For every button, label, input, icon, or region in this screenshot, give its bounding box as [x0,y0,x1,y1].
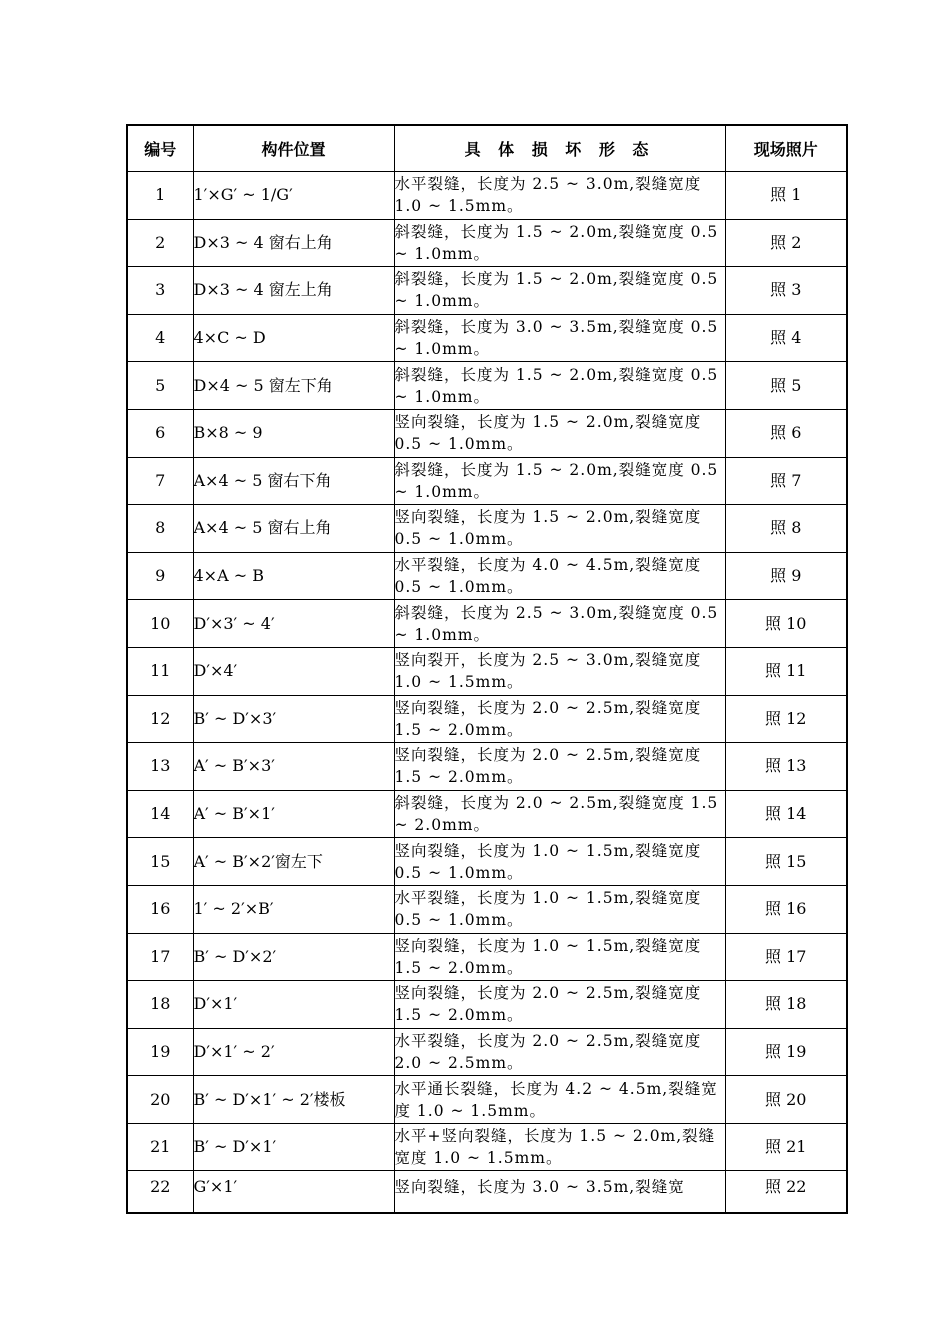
table-body [127,172,847,1214]
row-description: 斜裂缝，长度为 1.5 ~ 2.0m,裂缝宽度 0.5 ~ 1.0mm。 [394,362,725,410]
table-row [127,838,847,886]
table-row [127,933,847,981]
header-no: 编号 [127,125,193,172]
row-no: 22 [127,1171,193,1214]
row-position: D′×4′ [193,647,394,695]
row-no: 9 [127,552,193,600]
row-description: 水平+竖向裂缝，长度为 1.5 ~ 2.0m,裂缝宽度 1.0 ~ 1.5mm。 [394,1123,725,1171]
row-photo: 照 7 [725,457,847,505]
row-no: 10 [127,600,193,648]
row-no: 19 [127,1028,193,1076]
row-description: 水平通长裂缝，长度为 4.2 ~ 4.5m,裂缝宽度 1.0 ~ 1.5mm。 [394,1076,725,1124]
row-photo: 照 13 [725,743,847,791]
row-position: A′ ~ B′×2′窗左下 [193,838,394,886]
row-photo: 照 8 [725,505,847,553]
header-row [127,125,847,172]
table-row [127,505,847,553]
row-position: 4×C ~ D [193,314,394,362]
row-position: D×3 ~ 4 窗右上角 [193,219,394,267]
row-position: 4×A ~ B [193,552,394,600]
row-position: 1′×G′ ~ 1/G′ [193,172,394,220]
table-row [127,647,847,695]
row-no: 13 [127,743,193,791]
table-row [127,695,847,743]
row-no: 6 [127,409,193,457]
row-photo: 照 17 [725,933,847,981]
row-no: 7 [127,457,193,505]
row-description: 水平裂缝，长度为 2.5 ~ 3.0m,裂缝宽度 1.0 ~ 1.5mm。 [394,172,725,220]
row-position: B′ ~ D′×1′ [193,1123,394,1171]
row-photo: 照 9 [725,552,847,600]
row-position: A′ ~ B′×1′ [193,790,394,838]
row-description: 竖向裂缝，长度为 2.0 ~ 2.5m,裂缝宽度 1.5 ~ 2.0mm。 [394,743,725,791]
table-row [127,409,847,457]
row-description: 水平裂缝，长度为 2.0 ~ 2.5m,裂缝宽度 2.0 ~ 2.5mm。 [394,1028,725,1076]
row-photo: 照 19 [725,1028,847,1076]
row-position: B′ ~ D′×1′ ~ 2′楼板 [193,1076,394,1124]
table-row [127,981,847,1029]
row-description: 竖向裂缝，长度为 2.0 ~ 2.5m,裂缝宽度 1.5 ~ 2.0mm。 [394,981,725,1029]
row-photo: 照 6 [725,409,847,457]
row-no: 14 [127,790,193,838]
row-no: 4 [127,314,193,362]
table-row [127,219,847,267]
table-row [127,885,847,933]
row-position: B′ ~ D′×2′ [193,933,394,981]
row-no: 18 [127,981,193,1029]
row-position: D×3 ~ 4 窗左上角 [193,267,394,315]
table-row [127,457,847,505]
header-position: 构件位置 [193,125,394,172]
row-photo: 照 1 [725,172,847,220]
row-description: 竖向裂缝，长度为 1.5 ~ 2.0m,裂缝宽度 0.5 ~ 1.0mm。 [394,409,725,457]
table-row [127,1123,847,1171]
row-description: 斜裂缝，长度为 1.5 ~ 2.0m,裂缝宽度 0.5 ~ 1.0mm。 [394,267,725,315]
table-header [127,125,847,172]
row-position: D′×1′ [193,981,394,1029]
table-row [127,267,847,315]
row-position: D×4 ~ 5 窗左下角 [193,362,394,410]
table-row [127,743,847,791]
table-row [127,362,847,410]
row-no: 1 [127,172,193,220]
row-position: A×4 ~ 5 窗右下角 [193,457,394,505]
row-photo: 照 4 [725,314,847,362]
row-photo: 照 21 [725,1123,847,1171]
row-position: B×8 ~ 9 [193,409,394,457]
row-photo: 照 3 [725,267,847,315]
damage-table [126,124,848,1214]
row-description: 斜裂缝，长度为 1.5 ~ 2.0m,裂缝宽度 0.5 ~ 1.0mm。 [394,457,725,505]
header-description: 具 体 损 坏 形 态 [394,125,725,172]
row-description: 竖向裂缝，长度为 1.5 ~ 2.0m,裂缝宽度 0.5 ~ 1.0mm。 [394,505,725,553]
row-photo: 照 5 [725,362,847,410]
row-no: 3 [127,267,193,315]
row-position: B′ ~ D′×3′ [193,695,394,743]
row-position: G′×1′ [193,1171,394,1214]
row-photo: 照 15 [725,838,847,886]
row-description: 竖向裂缝，长度为 1.0 ~ 1.5m,裂缝宽度 0.5 ~ 1.0mm。 [394,838,725,886]
header-photo: 现场照片 [725,125,847,172]
row-photo: 照 14 [725,790,847,838]
row-photo: 照 16 [725,885,847,933]
row-no: 8 [127,505,193,553]
row-description: 水平裂缝，长度为 1.0 ~ 1.5m,裂缝宽度 0.5 ~ 1.0mm。 [394,885,725,933]
row-no: 20 [127,1076,193,1124]
table-row [127,314,847,362]
row-no: 11 [127,647,193,695]
row-photo: 照 10 [725,600,847,648]
row-photo: 照 20 [725,1076,847,1124]
row-position: A′ ~ B′×3′ [193,743,394,791]
row-no: 17 [127,933,193,981]
row-no: 12 [127,695,193,743]
table-row [127,1028,847,1076]
row-description: 斜裂缝，长度为 2.0 ~ 2.5m,裂缝宽度 1.5 ~ 2.0mm。 [394,790,725,838]
row-description: 竖向裂开，长度为 2.5 ~ 3.0m,裂缝宽度 1.0 ~ 1.5mm。 [394,647,725,695]
row-photo: 照 2 [725,219,847,267]
table-row [127,172,847,220]
row-photo: 照 11 [725,647,847,695]
row-no: 16 [127,885,193,933]
table-row [127,1171,847,1214]
row-description: 斜裂缝，长度为 1.5 ~ 2.0m,裂缝宽度 0.5 ~ 1.0mm。 [394,219,725,267]
row-description: 竖向裂缝，长度为 3.0 ~ 3.5m,裂缝宽 [394,1171,725,1214]
row-no: 5 [127,362,193,410]
row-description: 斜裂缝，长度为 3.0 ~ 3.5m,裂缝宽度 0.5 ~ 1.0mm。 [394,314,725,362]
row-no: 21 [127,1123,193,1171]
row-photo: 照 18 [725,981,847,1029]
row-no: 15 [127,838,193,886]
row-description: 竖向裂缝，长度为 2.0 ~ 2.5m,裂缝宽度 1.5 ~ 2.0mm。 [394,695,725,743]
row-position: D′×1′ ~ 2′ [193,1028,394,1076]
row-photo: 照 12 [725,695,847,743]
row-no: 2 [127,219,193,267]
row-description: 竖向裂缝，长度为 1.0 ~ 1.5m,裂缝宽度 1.5 ~ 2.0mm。 [394,933,725,981]
row-position: A×4 ~ 5 窗右上角 [193,505,394,553]
row-position: 1′ ~ 2′×B′ [193,885,394,933]
table-row [127,790,847,838]
row-description: 水平裂缝，长度为 4.0 ~ 4.5m,裂缝宽度 0.5 ~ 1.0mm。 [394,552,725,600]
table-row [127,552,847,600]
table-row [127,1076,847,1124]
table-row [127,600,847,648]
row-photo: 照 22 [725,1171,847,1214]
row-position: D′×3′ ~ 4′ [193,600,394,648]
row-description: 斜裂缝，长度为 2.5 ~ 3.0m,裂缝宽度 0.5 ~ 1.0mm。 [394,600,725,648]
